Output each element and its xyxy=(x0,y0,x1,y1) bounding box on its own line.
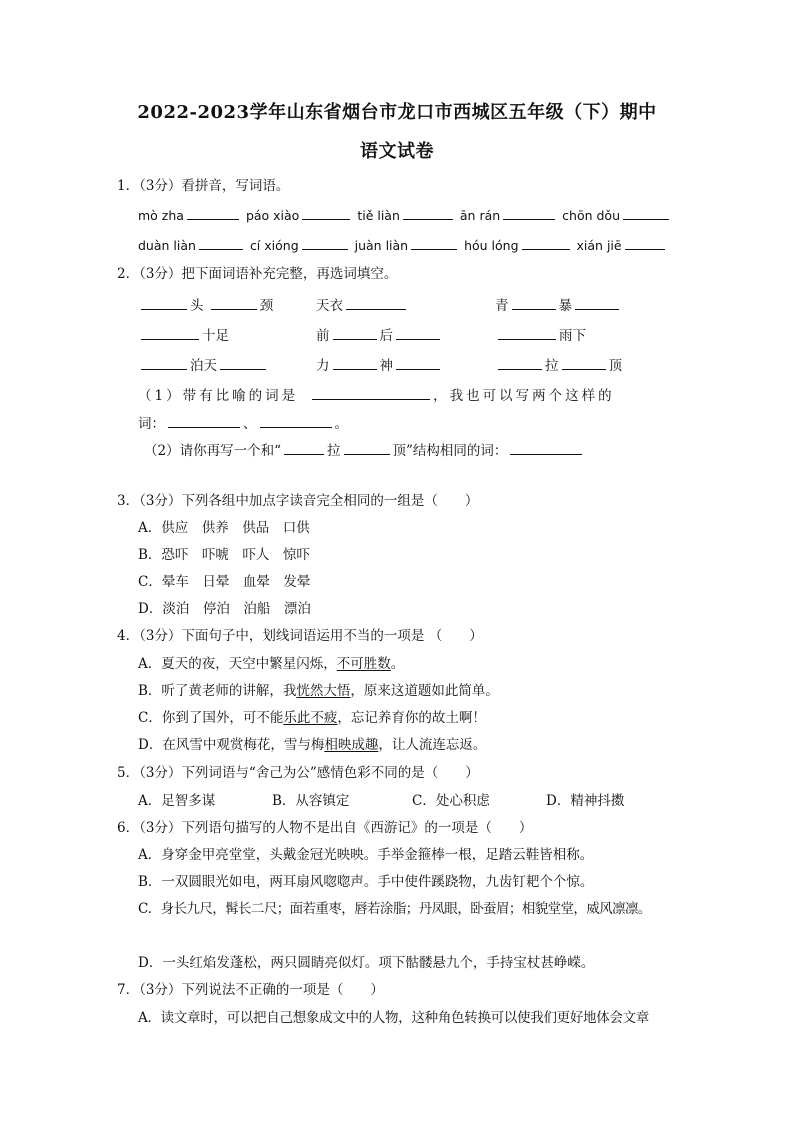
answer-blank[interactable] xyxy=(333,355,377,370)
option-text: D．在风雪中观赏梅花，雪与梅 xyxy=(138,737,325,753)
answer-blank[interactable] xyxy=(346,295,406,310)
q2-word-part: 头 xyxy=(190,298,204,314)
q7-stem: 7．（3分）下列说法不正确的一项是（ ） xyxy=(117,982,384,998)
answer-blank[interactable] xyxy=(510,440,582,455)
q6-option-d[interactable]: D．一头红焰发蓬松，两只圆睛亮似灯。项下骷髅悬九个，手持宝杖甚峥嵘。 xyxy=(138,955,595,971)
option-word: 口供 xyxy=(282,520,310,536)
q7-option-a[interactable]: A．读文章时，可以把自己想象成文中的人物，这种角色转换可以使我们更好地体会文章 xyxy=(138,1010,650,1026)
answer-blank[interactable] xyxy=(284,440,324,455)
q2-word-part: 力 xyxy=(316,358,330,374)
option-text: ，忘记养育你的故土啊！ xyxy=(337,710,486,726)
q2-sub2-text: 顶”结构相同的词： xyxy=(392,443,508,459)
q1-pinyin-row1 xyxy=(138,205,672,225)
answer-blank[interactable] xyxy=(562,355,606,370)
q4-option-a[interactable] xyxy=(138,655,404,673)
q5-option-c[interactable]: C．处心积虑 xyxy=(412,793,490,809)
q2-word-part: 雨下 xyxy=(559,328,586,344)
q2-word-part: 神 xyxy=(379,358,393,374)
q2-word-part: 青 xyxy=(495,298,509,314)
answer-blank[interactable] xyxy=(411,235,457,250)
q5-option-b[interactable]: B．从容镇定 xyxy=(272,793,350,809)
q3-option-b[interactable] xyxy=(138,546,310,564)
option-word: 停泊 xyxy=(202,601,230,617)
q4-option-c[interactable] xyxy=(138,709,486,727)
q2-row3-group1 xyxy=(138,355,269,375)
option-word: 泊船 xyxy=(243,601,271,617)
q4-option-d[interactable] xyxy=(138,736,486,754)
q6-option-c[interactable]: C．身长九尺，髯长二尺；面若重枣，唇若涂脂；丹凤眼，卧蚕眉；相貌堂堂，威风凛凛。 xyxy=(138,901,651,917)
answer-blank[interactable] xyxy=(522,235,570,250)
option-label: C． xyxy=(138,574,162,590)
q1-pinyin: xián jiē xyxy=(576,238,622,253)
q2-sub1-text: （1）带有比喻的词是 xyxy=(138,388,299,404)
answer-blank[interactable] xyxy=(312,385,430,400)
underlined-phrase: 不可胜数 xyxy=(336,656,391,672)
answer-blank[interactable] xyxy=(260,413,332,428)
answer-blank[interactable] xyxy=(187,205,239,220)
q2-row3-group2 xyxy=(316,355,443,375)
q1-pinyin: mò zha xyxy=(138,208,184,223)
answer-blank[interactable] xyxy=(199,235,243,250)
answer-blank[interactable] xyxy=(498,355,542,370)
q2-row2-group2 xyxy=(316,325,443,345)
option-text: A．夏天的夜，天空中繁星闪烁， xyxy=(138,656,337,672)
answer-blank[interactable] xyxy=(512,295,556,310)
q2-row1-group1 xyxy=(138,295,273,315)
q2-row1-group2 xyxy=(316,295,409,315)
answer-blank[interactable] xyxy=(625,235,665,250)
q2-stem: 2．（3分）把下面词语补充完整，再选词填空。 xyxy=(117,266,398,282)
q2-row2-group3 xyxy=(495,325,586,345)
answer-blank[interactable] xyxy=(211,295,257,310)
q1-stem: 1．（3分）看拼音，写词语。 xyxy=(117,178,290,194)
q2-sub1-text: ，我也可以写两个这样的 xyxy=(433,388,615,404)
option-word: 惊吓 xyxy=(282,547,310,563)
answer-blank[interactable] xyxy=(141,325,199,340)
option-text: C．你到了国外，可不能 xyxy=(138,710,284,726)
answer-blank[interactable] xyxy=(396,325,440,340)
q2-row3-group3 xyxy=(495,355,622,375)
q2-word-part: 十足 xyxy=(202,328,229,344)
q3-stem: 3．（3分）下列各组中加点字读音完全相同的一组是（ ） xyxy=(117,493,479,509)
q2-word-part: 前 xyxy=(316,328,330,344)
q2-sub1-text: 、 xyxy=(243,416,257,432)
q6-option-a[interactable]: A．身穿金甲亮堂堂，头戴金冠光映映。手举金箍棒一根，足踏云鞋皆相称。 xyxy=(138,847,594,863)
answer-blank[interactable] xyxy=(575,295,619,310)
answer-blank[interactable] xyxy=(396,355,440,370)
q2-word-part: 天衣 xyxy=(316,298,343,314)
option-text: ，让人流连忘返。 xyxy=(378,737,487,753)
answer-blank[interactable] xyxy=(220,355,266,370)
q4-stem: 4．（3分）下面句子中，划线词语运用不当的一项是 （ ） xyxy=(117,628,483,644)
option-word: 日晕 xyxy=(202,574,230,590)
answer-blank[interactable] xyxy=(141,355,187,370)
q5-option-a[interactable]: A．足智多谋 xyxy=(138,793,216,809)
answer-blank[interactable] xyxy=(302,235,348,250)
exam-title-line2: 语文试卷 xyxy=(360,141,434,162)
option-word: 血晕 xyxy=(242,574,270,590)
q1-pinyin: páo xiào xyxy=(245,208,300,223)
q2-word-part: 暴 xyxy=(558,298,572,314)
q1-pinyin: juàn liàn xyxy=(354,238,409,253)
option-word: 吓唬 xyxy=(201,547,229,563)
answer-blank[interactable] xyxy=(503,205,555,220)
option-word: 供品 xyxy=(242,520,270,536)
answer-blank[interactable] xyxy=(623,205,669,220)
option-word: 供养 xyxy=(201,520,229,536)
exam-title-line1: 2022-2023学年山东省烟台市龙口市西城区五年级（下）期中 xyxy=(137,102,657,123)
q1-pinyin: duàn liàn xyxy=(138,238,196,253)
q6-option-b[interactable]: B．一双圆眼光如电，两耳扇风唿唿声。手中使件蹊跷物，九齿钉耙个个惊。 xyxy=(138,874,594,890)
answer-blank[interactable] xyxy=(168,413,240,428)
answer-blank[interactable] xyxy=(403,205,453,220)
q2-word-part: 顶 xyxy=(608,358,622,374)
q4-option-b[interactable] xyxy=(138,682,499,700)
answer-blank[interactable] xyxy=(302,205,350,220)
q6-stem: 6．（3分）下列语句描写的人物不是出自《西游记》的一项是（ ） xyxy=(117,820,533,836)
option-word: 晕车 xyxy=(161,574,189,590)
q2-word-part: 后 xyxy=(379,328,393,344)
answer-blank[interactable] xyxy=(141,295,187,310)
q2-sub2 xyxy=(144,440,585,460)
q2-sub1-text: 。 xyxy=(334,416,348,432)
q2-sub2-text: （2）请你再写一个和“ xyxy=(144,443,281,459)
answer-blank[interactable] xyxy=(498,325,556,340)
option-word: 恐吓 xyxy=(161,547,189,563)
option-text: ，原来这道题如此简单。 xyxy=(350,683,499,699)
option-word: 发晕 xyxy=(283,574,311,590)
option-text: 。 xyxy=(390,656,405,672)
q5-stem: 5．（3分）下列词语与“舍己为公”感情色彩不同的是（ ） xyxy=(117,765,479,781)
answer-blank[interactable] xyxy=(333,325,377,340)
answer-blank[interactable] xyxy=(344,440,390,455)
q1-pinyin: ān rán xyxy=(459,208,501,223)
q3-option-a[interactable] xyxy=(138,519,310,537)
q5-option-d[interactable]: D．精神抖擞 xyxy=(546,793,625,809)
option-word: 吓人 xyxy=(242,547,270,563)
q2-row1-group3 xyxy=(495,295,622,315)
option-label: D． xyxy=(138,601,163,617)
underlined-phrase: 恍然大悟 xyxy=(296,683,351,699)
q2-word-part: 颈 xyxy=(259,298,274,314)
q2-word-part: 拉 xyxy=(545,358,559,374)
q2-sub1 xyxy=(138,385,615,405)
q1-pinyin: chōn dǒu xyxy=(562,208,620,223)
q1-pinyin: cí xióng xyxy=(249,238,299,253)
q1-pinyin: hóu lóng xyxy=(464,238,519,253)
q2-sub1-text: 词： xyxy=(138,416,165,432)
q1-pinyin: tiě liàn xyxy=(357,208,400,223)
q2-word-part: 泊天 xyxy=(190,358,217,374)
q2-row2-group1 xyxy=(138,325,229,345)
underlined-phrase: 乐此不疲 xyxy=(283,710,338,726)
option-word: 淡泊 xyxy=(162,601,190,617)
option-label: A． xyxy=(138,520,162,536)
q2-sub1-cont xyxy=(138,413,348,433)
option-text: B．听了黄老师的讲解，我 xyxy=(138,683,297,699)
q2-sub2-text: 拉 xyxy=(327,443,341,459)
q3-option-c[interactable] xyxy=(138,573,310,591)
option-label: B． xyxy=(138,547,162,563)
q1-pinyin-row2 xyxy=(138,235,668,255)
option-word: 漂泊 xyxy=(283,601,311,617)
option-word: 供应 xyxy=(161,520,189,536)
q3-option-d[interactable] xyxy=(138,600,311,618)
underlined-phrase: 相映成趣 xyxy=(324,737,379,753)
